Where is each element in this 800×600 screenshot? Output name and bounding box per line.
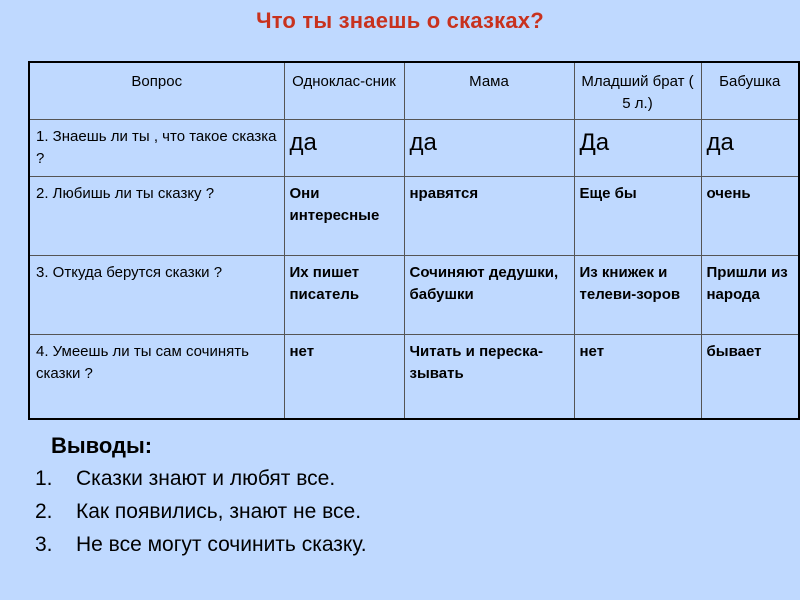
question-cell: 4. Умеешь ли ты сам сочинять сказки ? [29, 335, 284, 419]
table-row [29, 177, 799, 255]
header-classmate: Одноклас-сник [284, 62, 404, 120]
answer-cell: нравятся [404, 177, 574, 255]
table-row [29, 255, 799, 334]
answer-cell: Да [574, 120, 701, 177]
question-cell: 3. Откуда берутся сказки ? [29, 255, 284, 334]
list-item-text: Как появились, знают не все. [76, 500, 362, 523]
answer-cell: бывает [701, 335, 799, 419]
question-cell: 1. Знаешь ли ты , что такое сказка ? [29, 120, 284, 177]
list-item-text: Сказки знают и любят все. [76, 467, 336, 490]
page-title: Что ты знаешь о сказках? [256, 8, 544, 33]
answer-cell: Они интересные [284, 177, 404, 255]
header-younger-brother: Младший брат ( 5 л.) [574, 62, 701, 120]
answer-cell: да [404, 120, 574, 177]
conclusions-section [35, 430, 735, 561]
answer-cell: очень [701, 177, 799, 255]
survey-table [28, 61, 800, 420]
list-item-number: 3. [35, 533, 53, 556]
list-item-text: Не все могут сочинить сказку. [76, 533, 367, 556]
table-header-row [29, 62, 799, 120]
list-item [35, 462, 735, 495]
answer-cell: Сочиняют дедушки, бабушки [404, 255, 574, 334]
conclusions-title: Выводы: [51, 433, 153, 458]
table-row [29, 120, 799, 177]
conclusions-list [35, 462, 735, 561]
list-item [35, 528, 735, 561]
header-mom: Мама [404, 62, 574, 120]
list-item [35, 495, 735, 528]
answer-cell: Из книжек и телеви-зоров [574, 255, 701, 334]
answer-cell: Читать и переска-зывать [404, 335, 574, 419]
answer-cell: Еще бы [574, 177, 701, 255]
answer-cell: Их пишет писатель [284, 255, 404, 334]
header-grandma: Бабушка [701, 62, 799, 120]
answer-cell: нет [284, 335, 404, 419]
answer-cell: Пришли из народа [701, 255, 799, 334]
answer-cell: да [701, 120, 799, 177]
list-item-number: 1. [35, 467, 53, 490]
survey-table-container [28, 61, 798, 420]
question-cell: 2. Любишь ли ты сказку ? [29, 177, 284, 255]
header-question: Вопрос [29, 62, 284, 120]
answer-cell: нет [574, 335, 701, 419]
list-item-number: 2. [35, 500, 53, 523]
table-row [29, 335, 799, 419]
answer-cell: да [284, 120, 404, 177]
